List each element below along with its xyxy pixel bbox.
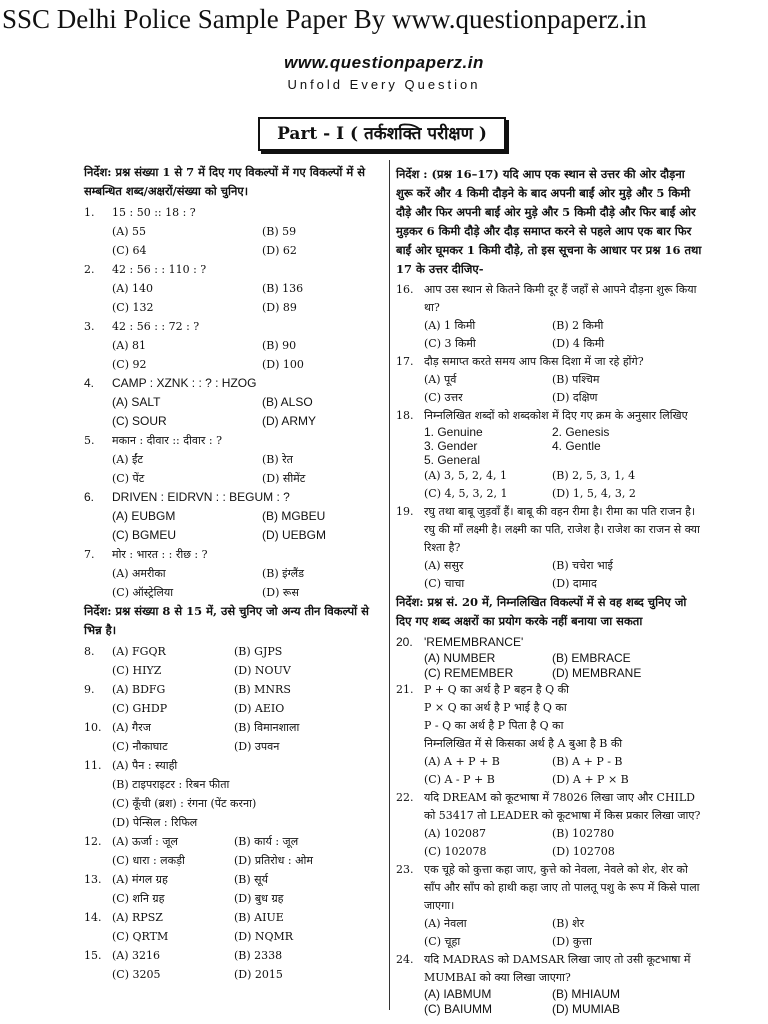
word-item: 2. Genesis <box>552 425 610 439</box>
question-number: 15. <box>84 949 102 962</box>
options <box>112 832 386 870</box>
question <box>84 545 386 564</box>
option-b: (B) EMBRACE <box>552 651 631 665</box>
question <box>396 951 702 987</box>
option-c: (C) 92 <box>112 358 147 371</box>
question-text: DRIVEN : EIDRVN : : BEGUM : ? <box>112 490 290 504</box>
options <box>84 222 386 260</box>
option-d: (D) दामाद <box>552 577 597 590</box>
options <box>396 987 702 1017</box>
option-b: (B) AIUE <box>234 911 284 924</box>
option-b: (B) सूर्य <box>234 873 268 886</box>
options <box>84 393 386 431</box>
option-a: (A) NUMBER <box>424 651 496 665</box>
option-c: (C) चूहा <box>424 935 461 948</box>
option-a: (A) मंगल ग्रह <box>112 873 168 886</box>
question <box>84 756 386 832</box>
left-column <box>84 163 386 984</box>
question-number: 8. <box>84 645 95 658</box>
option-c: (C) 64 <box>112 244 147 257</box>
statement-line: P + Q का अर्थ है P बहन है Q की <box>424 683 569 696</box>
options <box>396 915 702 951</box>
question-number: 21. <box>396 683 414 696</box>
question <box>396 789 702 825</box>
option-b: (B) MGBEU <box>262 509 326 523</box>
options <box>84 564 386 602</box>
option-a: (A) A + P + B <box>424 755 500 768</box>
option-a: (A) 55 <box>112 225 147 238</box>
option-a: (A) BDFG <box>112 683 166 696</box>
question <box>84 317 386 336</box>
question-text: एक चूहे को कुत्ता कहा जाए, कुत्ते को नेवला, नेवले को शेर, शेर को साँप और साँप को हाथी कहा जाए तो पालतू पशु के रूप में किसे पाला जाएगा। <box>424 863 700 912</box>
option-d: (D) MEMBRANE <box>552 666 642 680</box>
question-number: 4. <box>84 376 95 390</box>
options <box>396 651 702 681</box>
word-item: 4. Gentle <box>552 439 601 453</box>
option-d: (D) कुत्ता <box>552 935 592 948</box>
instruction: निर्देश : (प्रश्न 16–17) यदि आप एक स्थान से उत्तर की ओर दौड़ना शुरू करें और 4 किमी दौड़ने के बाद अपनी बाईं ओर मुड़े और 5 किमी दौड़े और फिर अपनी बाईं ओर मुड़े और 5 किमी दौड़े और फिर बाईं ओर मुड़कर 6 किमी दौड़े और दौड़ समाप्त करने से पहले आप एक बार फिर बाईं ओर घूमकर 1 किमी दौड़े, तो इस सूचना के आधार पर प्रश्न 16 तथा 17 के उत्तर दीजिए- <box>396 167 702 276</box>
option-c: (C) 3 किमी <box>424 337 476 350</box>
option-d: (D) बुध ग्रह <box>234 892 284 905</box>
option-d: (D) NQMR <box>234 930 294 943</box>
question-text: रघु तथा बाबू जुड़वाँ हैं। बाबू की वहन रीमा है। रीमा का पति राजन है। रघु की माँ लक्ष्मी है। लक्ष्मी का पति, राजेश है। राजेश का राजन से क्या रिश्ता है? <box>424 505 700 554</box>
option-b: (B) इंग्लैंड <box>262 567 304 580</box>
question-number: 19. <box>396 505 414 518</box>
question <box>84 908 386 946</box>
option-b: (B) 2338 <box>234 949 283 962</box>
option-d: (D) 2015 <box>234 968 283 981</box>
option-b: (B) टाइपराइटर : रिबन फीता <box>112 778 230 791</box>
question-number: 14. <box>84 911 102 924</box>
question-text: 42 : 56 : : 72 : ? <box>112 320 200 333</box>
option-c: (C) धारा : लकड़ी <box>112 854 185 867</box>
option-b: (B) चचेरा भाई <box>552 559 613 572</box>
options <box>84 336 386 374</box>
option-b: (B) कार्य : जूल <box>234 835 299 848</box>
option-c: (C) HIYZ <box>112 664 162 677</box>
option-d: (D) 89 <box>262 301 297 314</box>
option-a: (A) पूर्व <box>424 373 457 386</box>
option-a: (A) ईंट <box>112 453 143 466</box>
question <box>84 832 386 870</box>
question-text: मोर : भारत : : रीछ : ? <box>112 548 208 561</box>
option-a: (A) गैरज <box>112 721 151 734</box>
question-number: 12. <box>84 835 102 848</box>
question-text: 15 : 50 :: 18 : ? <box>112 206 196 219</box>
option-a: (A) 1 किमी <box>424 319 476 332</box>
option-b: (B) 2, 5, 3, 1, 4 <box>552 469 636 482</box>
option-c: (C) GHDP <box>112 702 168 715</box>
options <box>112 642 386 680</box>
option-d: (D) सीमेंट <box>262 472 306 485</box>
options <box>396 371 702 407</box>
word-item: 5. General <box>424 453 481 467</box>
question <box>84 374 386 393</box>
option-c: (C) SOUR <box>112 414 167 428</box>
option-c: (C) कूँची (ब्रश) : रंगना (पेंट करना) <box>112 797 257 810</box>
question-number: 18. <box>396 409 414 422</box>
option-d: (D) दक्षिण <box>552 391 598 404</box>
right-column <box>396 165 702 1017</box>
options <box>396 557 702 593</box>
option-a: (A) EUBGM <box>112 509 176 523</box>
option-a: (A) 3, 5, 2, 4, 1 <box>424 469 507 482</box>
option-b: (B) 136 <box>262 282 304 295</box>
option-c: (C) 102078 <box>424 845 487 858</box>
question <box>84 203 386 222</box>
options <box>112 718 386 756</box>
option-b: (B) पश्चिम <box>552 373 600 386</box>
question-text: 'REMEMBRANCE' <box>424 635 524 649</box>
question-number: 22. <box>396 791 414 804</box>
question-text: निम्नलिखित शब्दों को शब्दकोश में दिए गए क्रम के अनुसार लिखिए <box>424 409 688 422</box>
question <box>396 407 702 425</box>
option-a: (A) ऊर्जा : जूल <box>112 835 178 848</box>
question-text: CAMP : XZNK : : ? : HZOG <box>112 376 257 390</box>
option-c: (C) 132 <box>112 301 154 314</box>
options <box>396 467 702 503</box>
option-c: (C) QRTM <box>112 930 169 943</box>
question <box>396 353 702 371</box>
options <box>84 507 386 545</box>
option-c: (C) REMEMBER <box>424 666 514 680</box>
question-number: 1. <box>84 206 95 219</box>
question-text: 42 : 56 : : 110 : ? <box>112 263 207 276</box>
option-d: (D) रूस <box>262 586 299 599</box>
option-b: (B) A + P - B <box>552 755 623 768</box>
option-b: (B) 2 किमी <box>552 319 604 332</box>
word-item: 3. Gender <box>424 439 478 453</box>
option-b: (B) MNRS <box>234 683 291 696</box>
option-d: (D) 1, 5, 4, 3, 2 <box>552 487 636 500</box>
question-text: यदि DREAM को कूटभाषा में 78026 लिखा जाए और CHILD को 53417 तो LEADER को कूटभाषा में किस प्रकार लिखा जाए? <box>424 791 701 822</box>
option-c: (C) BAIUMM <box>424 1002 492 1016</box>
option-c: (C) पेंट <box>112 472 145 485</box>
question <box>396 633 702 651</box>
option-c: (C) ऑस्ट्रेलिया <box>112 586 174 599</box>
option-b: (B) रेत <box>262 453 293 466</box>
options <box>396 753 702 789</box>
question-number: 10. <box>84 721 102 734</box>
option-c: (C) A - P + B <box>424 773 495 786</box>
question <box>396 503 702 557</box>
options <box>112 756 386 832</box>
option-c: (C) नौकाघाट <box>112 740 168 753</box>
question-number: 9. <box>84 683 95 696</box>
option-d: (D) प्रतिरोध : ओम <box>234 854 313 867</box>
option-c: (C) चाचा <box>424 577 465 590</box>
option-b: (B) ALSO <box>262 395 313 409</box>
question <box>396 681 702 753</box>
option-b: (B) 59 <box>262 225 297 238</box>
option-d: (D) 62 <box>262 244 297 257</box>
question-text <box>424 681 702 753</box>
question-number: 11. <box>84 759 102 772</box>
option-d: (D) AEIO <box>234 702 285 715</box>
option-b: (B) GJPS <box>234 645 283 658</box>
question-number: 13. <box>84 873 102 886</box>
question-number: 23. <box>396 863 414 876</box>
option-a: (A) SALT <box>112 395 161 409</box>
option-a: (A) 81 <box>112 339 147 352</box>
option-d: (D) 4 किमी <box>552 337 605 350</box>
question-number: 7. <box>84 548 95 561</box>
question-number: 16. <box>396 283 414 296</box>
instruction: निर्देश: प्रश्न सं. 20 में, निम्नलिखित विकल्पों में से वह शब्द चुनिए जो दिए गए शब्द अक्षरों का प्रयोग करके नहीं बनाया जा सकता <box>396 595 687 628</box>
option-a: (A) अमरीका <box>112 567 166 580</box>
option-a: (A) ससुर <box>424 559 464 572</box>
option-d: (D) 102708 <box>552 845 615 858</box>
option-c: (C) शनि ग्रह <box>112 892 165 905</box>
question-text: मकान : दीवार :: दीवार : ? <box>112 434 222 447</box>
options <box>112 870 386 908</box>
option-a: (A) नेवला <box>424 917 467 930</box>
question <box>84 431 386 450</box>
option-b: (B) 102780 <box>552 827 615 840</box>
statement-line: निम्नलिखित में से किसका अर्थ है A बुआ है B की <box>424 737 623 750</box>
option-c: (C) BGMEU <box>112 528 176 542</box>
banner-title: SSC Delhi Police Sample Paper By www.questionpaperz.in <box>2 4 647 34</box>
word-list <box>396 425 702 467</box>
question-number: 20. <box>396 635 413 649</box>
question <box>84 946 386 984</box>
part-title: Part - I ( तर्कशक्ति परीक्षण ) <box>258 117 506 151</box>
question-text: दौड़ समाप्त करते समय आप किस दिशा में जा रहे होंगे? <box>424 355 644 368</box>
option-a: (A) 102087 <box>424 827 487 840</box>
option-c: (C) 3205 <box>112 968 161 981</box>
option-d: (D) पेन्सिल : रिफिल <box>112 816 198 829</box>
tagline: Unfold Every Question <box>287 77 481 92</box>
statement-line: P × Q का अर्थ है P भाई है Q का <box>424 701 567 714</box>
question-number: 5. <box>84 434 95 447</box>
option-d: (D) 100 <box>262 358 304 371</box>
word-item: 1. Genuine <box>424 425 483 439</box>
option-d: (D) UEBGM <box>262 528 326 542</box>
question <box>396 861 702 915</box>
options <box>396 317 702 353</box>
option-a: (A) RPSZ <box>112 911 163 924</box>
option-d: (D) उपवन <box>234 740 280 753</box>
option-d: (D) ARMY <box>262 414 316 428</box>
options <box>112 908 386 946</box>
question <box>84 680 386 718</box>
option-d: (D) NOUV <box>234 664 291 677</box>
option-c: (C) 4, 5, 3, 2, 1 <box>424 487 508 500</box>
option-b: (B) 90 <box>262 339 297 352</box>
options <box>84 279 386 317</box>
option-a: (A) पैन : स्याही <box>112 759 178 772</box>
instruction: निर्देश: प्रश्न संख्या 8 से 15 में, उसे चुनिए जो अन्य तीन विकल्पों से भिन्न है। <box>84 604 369 637</box>
options <box>112 946 386 984</box>
question <box>84 260 386 279</box>
question-text: यदि MADRAS को DAMSAR लिखा जाए तो उसी कूटभाषा में MUMBAI को क्या लिखा जाएगा? <box>424 953 691 984</box>
question-number: 6. <box>84 490 95 504</box>
option-d: (D) A + P × B <box>552 773 629 786</box>
option-d: (D) MUMIAB <box>552 1002 620 1016</box>
column-divider <box>389 160 390 1010</box>
option-c: (C) उत्तर <box>424 391 463 404</box>
option-b: (B) MHIAUM <box>552 987 620 1001</box>
question-number: 2. <box>84 263 95 276</box>
question-number: 17. <box>396 355 414 368</box>
question <box>84 870 386 908</box>
question <box>84 488 386 507</box>
question <box>84 718 386 756</box>
option-a: (A) 3216 <box>112 949 161 962</box>
statement-line: P - Q का अर्थ है P पिता है Q का <box>424 719 564 732</box>
option-a: (A) IABMUM <box>424 987 492 1001</box>
option-a: (A) FGQR <box>112 645 166 658</box>
question-number: 3. <box>84 320 95 333</box>
question-number: 24. <box>396 953 414 966</box>
question <box>396 281 702 317</box>
options <box>112 680 386 718</box>
site-url: www.questionpaperz.in <box>284 53 484 72</box>
instruction: निर्देश: प्रश्न संख्या 1 से 7 में दिए गए विकल्पों में गए विकल्पों में से सम्बन्धित शब्द/अक्षरों/संख्या को चुनिए। <box>84 165 365 198</box>
option-b: (B) शेर <box>552 917 585 930</box>
options <box>396 825 702 861</box>
options <box>84 450 386 488</box>
option-a: (A) 140 <box>112 282 154 295</box>
question <box>84 642 386 680</box>
question-text: आप उस स्थान से कितने किमी दूर हैं जहाँ से आपने दौड़ना शुरू किया था? <box>424 283 697 314</box>
option-b: (B) विमानशाला <box>234 721 300 734</box>
